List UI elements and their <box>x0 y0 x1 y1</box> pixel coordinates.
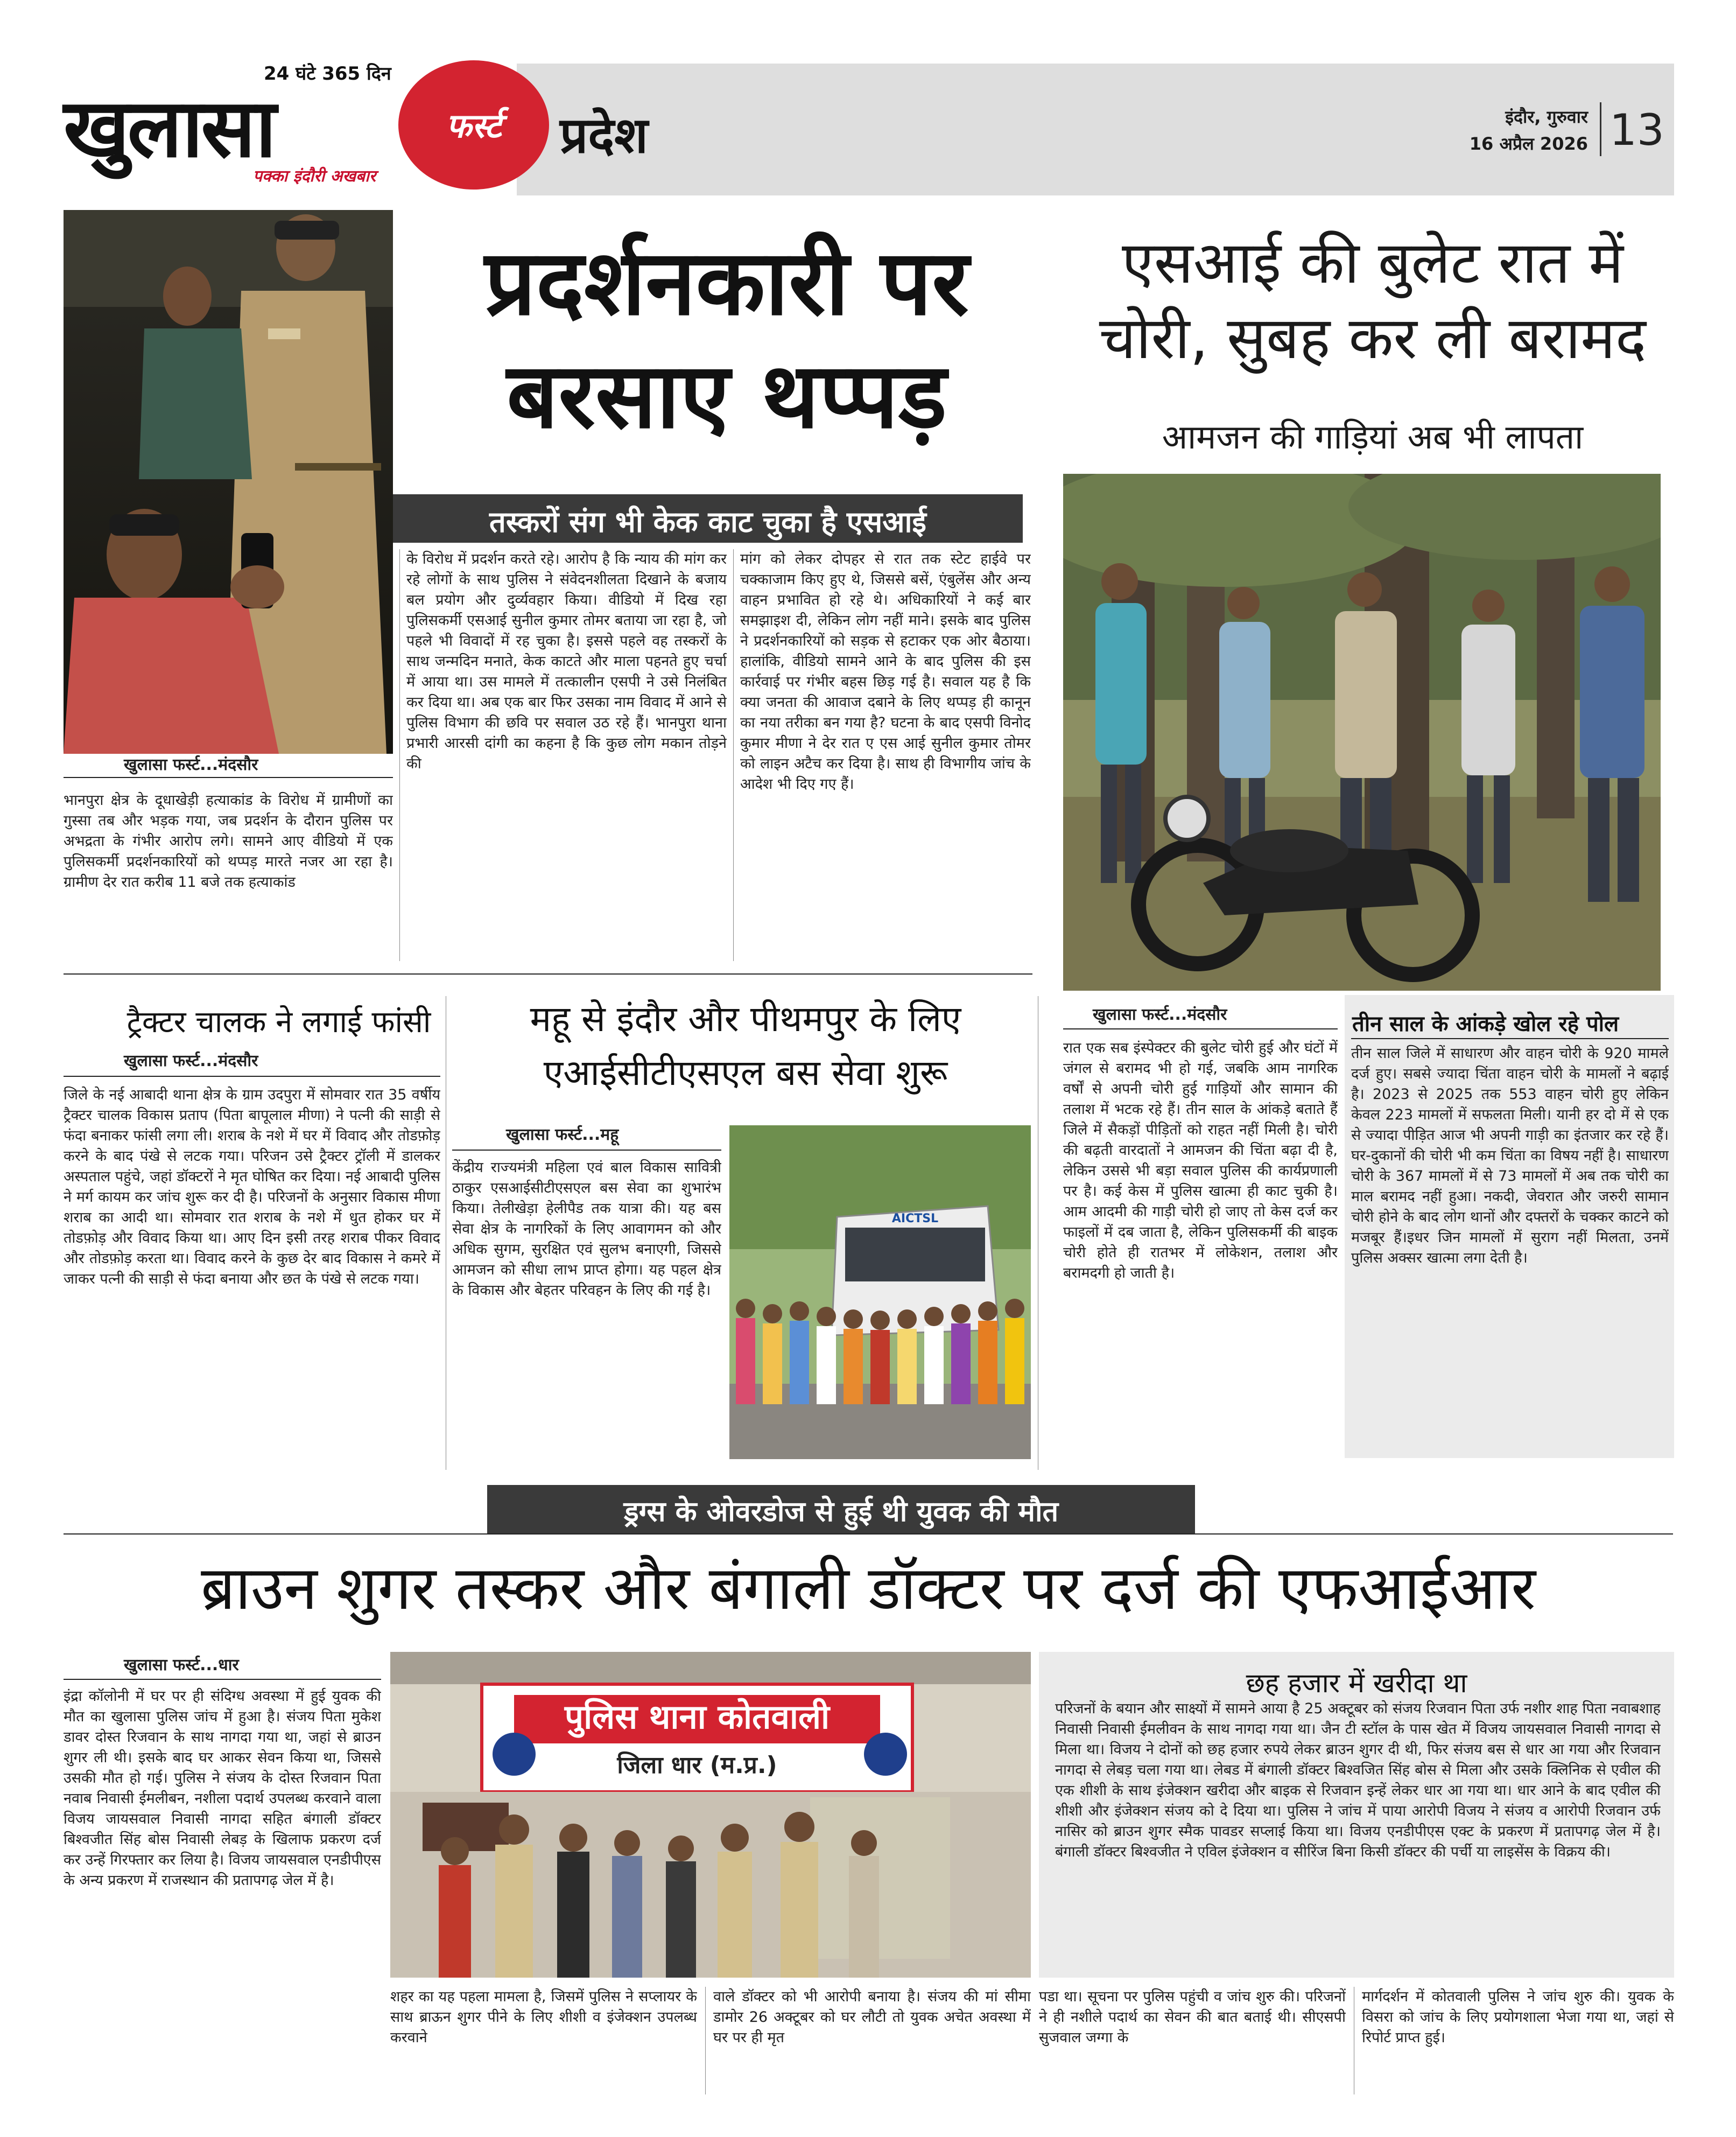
story3-credit: खुलासा फर्स्ट...मंदसौर <box>124 1052 258 1070</box>
story5-box-title: छह हजार में खरीदा था <box>1246 1667 1467 1699</box>
col-divider <box>705 1987 706 2094</box>
story1-col2: के विरोध में प्रदर्शन करते रहे। आरोप है कि न्याय की मांग कर रहे लोगों के साथ पुलिस ने संवेदनशीलता दिखाने के बजाय बल प्रयोग और दुर्व्यवहार किया। वीडियो में दिख रहा पुलिसकर्मी एसआई सुनील कुमार तोमर बताया जा रहा है, जो पहले भी विवादों में रह चुका है। इससे पहले वह तस्करों के साथ जन्मदिन मनाते, केक काटते और माला पहनते हुए चर्चा में आया था। उस मामले में तत्कालीन एसपी ने उसे निलंबित कर दिया था। अब एक बार फिर उसका नाम विवाद में आने से पुलिस विभाग की छवि पर सवाल उठ रहे हैं। भानपुरा थाना प्रभारी आरसी दांगी का कहना है कि कुछ लोग मकान तोड़ने की <box>406 551 727 772</box>
story4-photo <box>729 1125 1031 1459</box>
story1-col3: मांग को लेकर दोपहर से रात तक स्टेट हाईवे पर चक्काजाम किए हुए थे, जिससे बसें, एंबुलेंस और अन्य वाहन प्रभावित हो रहे थे। अधिकारियों ने कई बार समझाइश दी, लेकिन लोग नहीं माने। इसके बाद पुलिस ने प्रदर्शनकारियों को सड़क से हटाकर एक ओर बैठाया। हालांकि, वीडियो सामने आने के बाद पुलिस की इस कार्रवाई पर गंभीर बहस छिड़ गई है। सवाल यह है कि क्या जनता की आवाज दबाने के लिए थप्पड़ ही कानून का नया तरीका बन गया है? घटना के बाद एसपी विनोद कुमार मीणा ने देर रात ए एस आई सुनील कुमार तोमर को लाइन अटैच कर दिया है। साथ ही विभागीय जांच के आदेश भी दिए गए हैं। <box>740 551 1031 793</box>
story4-headline-l1: महू से इंदौर और पीथमपुर के लिए <box>530 998 961 1040</box>
section-divider <box>64 973 1032 975</box>
station-sign-sub: जिला धार (म.प्र.) <box>617 1751 777 1779</box>
dateline-city: इंदौर, गुरुवार <box>1505 107 1588 127</box>
story1-headline: प्रदर्शनकारी पर बरसाए थप्पड़ <box>484 230 969 449</box>
story1-credit: खुलासा फर्स्ट...मंदसौर <box>124 755 258 774</box>
col-divider <box>399 549 400 961</box>
section-title: प्रदेश <box>560 107 648 164</box>
kicker-rule <box>64 1533 1673 1535</box>
story5-col1: इंद्रा कॉलोनी में घर पर ही संदिग्ध अवस्था में हुई युवक की मौत का खुलासा पुलिस जांच में हुआ है। संजय पिता मुकेश डावर दोस्त रिजवान के साथ नागदा गया था, जहां से ब्राउन शुगर ली थी। इसके बाद घर आकर सेवन किया था, जिससे उसकी मौत हो गई। पुलिस ने संजय के दोस्त रिजवान पिता नवाब निवासी ईमलीबन, नशीला पदार्थ उपलब्ध करवाने वाला विजय जायसवाल निवासी नागदा सहित बंगाली डॉक्टर बिश्वजीत सिंह बोस निवासी लेबड़ के खिलाफ प्रकरण दर्ज कर उन्हें गिरफ्तार कर लिया है। विजय जायसवाल एनडीपीएस के अन्य प्रकरण में राजस्थान की प्रतापगढ़ जेल में है। <box>64 1688 381 1889</box>
story4-credit: खुलासा फर्स्ट...महू <box>506 1125 619 1144</box>
story5-col2: शहर का यह पहला मामला है, जिसमें पुलिस ने सप्लायर के साथ ब्राऊन शुगर पीने के लिए शीशी व इंजेक्शन उपलब्ध करवाने <box>390 1988 697 2046</box>
stats-title-rule <box>1351 1038 1669 1039</box>
logo-slogan: पक्का इंदौरी अखबार <box>253 167 376 186</box>
story3-headline: ट्रैक्टर चालक ने लगाई फांसी <box>126 1005 431 1040</box>
story5-col4: पडा था। सूचना पर पुलिस पहुंची व जांच शुरु की। परिजनों ने ही नशीले पदार्थ का सेवन की बात बताई थी। सीएसपी सुजवाल जग्गा के <box>1039 1988 1346 2046</box>
story3-body: जिले के नई आबादी थाना क्षेत्र के ग्राम उदपुरा में सोमवार रात 35 वर्षीय ट्रैक्टर चालक विकास प्रताप (पिता बापूलाल मीणा) ने पत्नी की साड़ी से फंदा बनाकर फांसी लगा ली। शराब के नशे में घर में विवाद और तोडफ़ोड़ करने के बाद पंखे से लटक गया। परिजन उसे ट्रैक्टर ट्रॉली में डालकर अस्पताल पहुंचे, जहां डॉक्टरों ने मृत घोषित कर दिया। नई आबादी पुलिस ने मर्ग कायम कर जांच शुरू कर दी है। परिजनों के अनुसार विकास मीणा शराब का आदी था। सोमवार रात शराब के नशे में धुत होकर घर में तोडफ़ोड़ और विवाद किया था। आए दिन इसी तरह शराब पीकर विवाद और तोडफ़ोड़ करता था। विवाद करने के कुछ देर बाद विकास ने कमरे में जाकर पत्नी की साड़ी से फंदा बनाया और छत के पंखे से लटक गया। <box>64 1087 440 1287</box>
story1-subhead: तस्करों संग भी केक काट चुका है एसआई <box>489 505 926 539</box>
logo-wordmark: खुलासा <box>64 82 275 176</box>
story4-headline-l2: एआईसीटीएसएल बस सेवा शुरू <box>543 1052 948 1094</box>
station-sign: पुलिस थाना कोतवाली <box>564 1697 830 1736</box>
col-divider <box>733 549 734 961</box>
bus-sign: AICTSL <box>891 1212 939 1225</box>
story2-stats-body: तीन साल जिले में साधारण और वाहन चोरी के 920 मामले दर्ज हुए। सबसे ज्यादा चिंता वाहन चोरी के मामलों ने बढ़ाई है। 2023 से 2025 तक 553 वाहन चोरी हुए लेकिन केवल 223 मामलों में सफलता मिली। यानी हर दो में से एक से ज्यादा पीड़ित आज भी अपनी गाड़ी का इंतजार कर रहे हैं। घर-दुकानों की चोरी भी कम चिंता का विषय नहीं है। साधारण चोरी के 367 मामलों में से 73 मामलों में अब तक चोरी का माल बरामद नहीं हुआ। नकदी, जेवरात और जरुरी सामान चोरी होने के बाद लोग थानों और दफ्तरों के चक्कर काटने को मजबूर हैं।इधर जिन मामलों में सुराग नहीं मिलता, उनमें पुलिस अक्सर खात्मा लगा देती है। <box>1351 1045 1669 1266</box>
story5-headline: ब्राउन शुगर तस्कर और बंगाली डॉक्टर पर दर्ज की एफआईआर <box>201 1553 1536 1623</box>
story2-headline-l1: एसआई की बुलेट रात में <box>1122 229 1623 297</box>
logo-badge <box>398 60 549 190</box>
logo-badge-text: फर्स्ट <box>446 106 502 145</box>
story5-credit: खुलासा फर्स्ट...धार <box>124 1656 239 1674</box>
story5-col3: वाले डॉक्टर को भी आरोपी बनाया है। संजय की मां सीमा डामोर 26 अक्टूबर को घर लौटी तो युवक अचेत अवस्था में घर पर ही मृत <box>713 1988 1031 2046</box>
story4-body: केंद्रीय राज्यमंत्री महिला एवं बाल विकास सावित्री ठाकुर एसआईसीटीएसएल बस सेवा का शुभारंभ किया। तेलीखेड़ा हेलीपैड तक यात्रा की। यह बस सेवा क्षेत्र के नागरिकों के लिए आवागमन को और अधिक सुगम, सुरक्षित एवं सुलभ बनाएगी, जिससे आमजन को सीधा लाभ प्राप्त होगा। यह पहल क्षेत्र के विकास और बेहतर परिवहन के लिए की गई है। <box>452 1159 721 1299</box>
story2-stats-title: तीन साल के आंकड़े खोल रहे पोल <box>1352 1012 1619 1036</box>
dateline-date: 16 अप्रैल 2026 <box>1469 134 1588 154</box>
story5-col5: मार्गदर्शन में कोतवाली पुलिस ने जांच शुरु की। युवक के विसरा को जांच के लिए प्रयोगशाला भेजा गया था, जहां से रिपोर्ट प्राप्त हुई। <box>1362 1988 1674 2046</box>
story1-photo <box>64 210 393 754</box>
story5-credit-rule <box>64 1679 381 1680</box>
story5-photo <box>390 1652 1031 1978</box>
story2-credit: खुलासा फर्स्ट...मंदसौर <box>1093 1005 1227 1024</box>
page-number-divider <box>1600 102 1601 156</box>
story3-credit-rule <box>64 1076 440 1077</box>
story5-box-body: परिजनों के बयान और साक्ष्यों में सामने आया है 25 अक्टूबर को संजय रिजवान पिता उर्फ नशीर शाह पिता नवाबशाह निवासी निवासी ईमलीवन के साथ नागदा गया था। जैन टी स्टॉल के पास खेत में विजय जायसवाल निवासी नागदा से मिला था। विजय ने दोनों को छह हजार रुपये लेकर ब्राउन शुगर दी थी, फिर संजय बस से धार आ गया और रिजवान नागदा से लेबड़ चला गया था। लेबड में बंगाली डॉक्टर बिश्वजित सिंह बोस से मिला और उसके क्लिनिक से एवील की एक शीशी के साथ इंजेक्शन खरीदा और बाइक से रिजवान इन्हें लेकर धार आ गया था। धार आने के बाद एवील की शीशी और इंजेक्शन संजय को दे दिया था। पुलिस ने जांच में पाया आरोपी विजय ने संजय व आरोपी रिजवान उर्फ नासिर को ब्राउन शुगर स्मैक पावडर सप्लाई किया था। विजय एनडीपीएस एक्ट के प्रकरण में प्रतापगढ़ जेल में है। बंगाली डॉक्टर बिश्वजीत ने एविल इंजेक्शन व सीरिंज बिना किसी डॉक्टर की पर्ची या लाइसेंस के विक्रय की। <box>1055 1700 1661 1860</box>
logo-tagline: 24 घंटे 365 दिन <box>264 63 391 85</box>
story2-credit-rule <box>1063 1028 1338 1029</box>
story1-credit-rule <box>64 777 393 778</box>
story2-body: रात एक सब इंस्पेक्टर की बुलेट चोरी हुई और घंटों में जंगल से बरामद भी हो गई, जबकि आम नागरिक वर्षों से अपनी चोरी हुई गाड़ियों और सामान की तलाश में भटक रहे हैं। तीन साल के आंकड़े बताते हैं जिले में सैकड़ों पीड़ितों को राहत नहीं मिली है। चोरी की बढ़ती वारदातों ने आमजन की चिंता बढ़ा दी है, लेकिन उससे भी बड़ा सवाल पुलिस की कार्यप्रणाली पर है। कई केस में पुलिस खात्मा ही काट चुकी है। आम आदमी की गाड़ी चोरी हो जाए तो केस दर्ज कर फाइलों में दब जाता है, लेकिन पुलिसकर्मी की बाइक चोरी होते ही रातभर में लोकेशन, तलाश और बरामदगी हो जाती है। <box>1063 1040 1338 1281</box>
header-band <box>517 64 1674 195</box>
story2-headline-l2: चोरी, सुबह कर ली बरामद <box>1099 305 1647 372</box>
page-number: 13 <box>1610 105 1664 155</box>
story2-photo <box>1063 474 1661 991</box>
story4-credit-rule <box>452 1150 721 1151</box>
story5-kicker: ड्रग्स के ओवरडोज से हुई थी युवक की मौत <box>623 1496 1059 1528</box>
story2-subhead: आमजन की गाड़ियां अब भी लापता <box>1162 417 1584 457</box>
story1-col1: भानपुरा क्षेत्र के दूधाखेड़ी हत्याकांड के विरोध में ग्रामीणों का गुस्सा तब और भड़क गया, जब प्रदर्शन के दौरान पुलिस पर अभद्रता के गंभीर आरोप लगे। सामने आए वीडियो में एक पुलिसकर्मी प्रदर्शनकारियों को थप्पड़ मारते नजर आ रहा है। ग्रामीण देर रात करीब 11 बजे तक हत्याकांड <box>64 792 393 891</box>
